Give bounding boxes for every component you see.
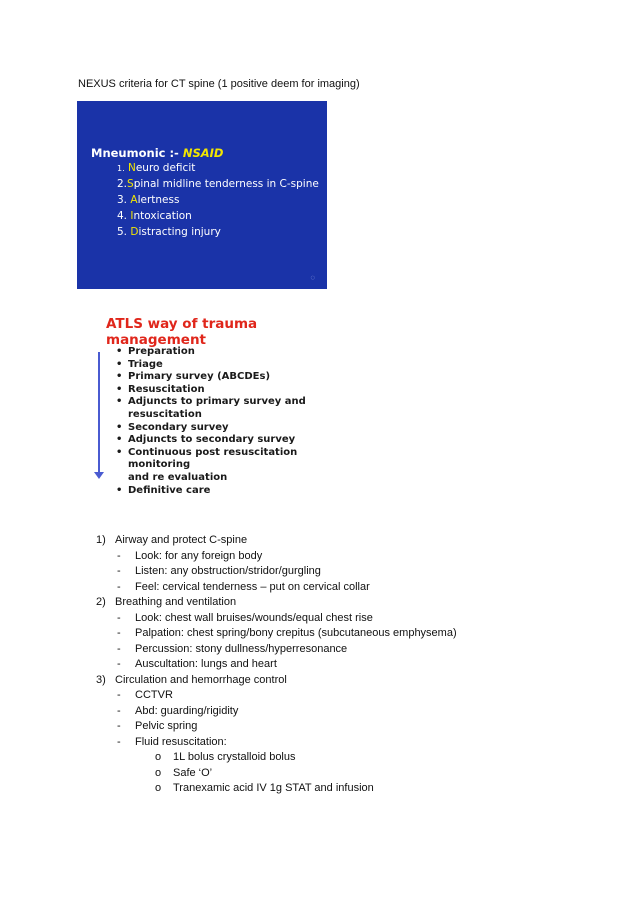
atls-item [116,396,354,421]
dash-bullet: - [117,565,121,577]
dash-bullet: - [117,580,121,593]
mnemonic-title [91,146,223,160]
mnemonic-item-number: 3. [117,194,128,206]
mnemonic-title-prefix: Mneumonic :- [91,146,183,160]
list-item-text: Look: for any foreign body [135,549,263,562]
dash-bullet: - [117,611,121,624]
list-item-text: Percussion: stony dullness/hyperresonance [135,642,348,655]
mnemonic-item-text: ntoxication [133,210,192,222]
mnemonic-item-letter: N [127,162,136,174]
dash-bullet: - [117,549,121,562]
list-item-text: CCTVR [135,689,173,701]
list-item-text: Palpation: chest spring/bony crepitus (subcutaneous emphysema) [135,627,457,639]
slide-mark: ○ [310,275,315,281]
list-item-text: Pelvic spring [135,720,198,732]
section-title: Circulation and hemorrhage control [115,673,287,686]
mnemonic-item-text: pinal midline tenderness in C-spine [133,178,319,190]
mnemonic-item-number: 2. [117,178,128,190]
mnemonic-item-letter: A [130,194,138,206]
section-number: 1) [96,534,106,546]
atls-slide [94,314,354,496]
atls-item-line: resuscitation [128,408,202,420]
circle-bullet-icon: o [155,782,162,794]
dash-bullet: - [117,720,121,732]
mnemonic-item-letter: I [130,210,134,222]
list-item-text: Feel: cervical tenderness – put on cervical collar [135,580,370,593]
atls-item-line: Continuous post resuscitation monitoring [128,446,298,471]
dash-bullet: - [117,735,121,748]
atls-item: • Adjuncts to secondary survey [116,434,354,447]
mnemonic-item-text: lertness [137,194,180,206]
sub-list-item-text: Safe ‘O’ [173,766,213,779]
atls-item: • Triage [116,359,354,372]
sub-list-item-text: 1L bolus crystalloid bolus [173,751,296,763]
atls-item: • Definitive care [116,485,354,498]
atls-item [116,447,354,485]
atls-item: • Preparation [116,346,354,359]
section-title: Breathing and ventilation [115,596,237,608]
atls-item: • Secondary survey [116,422,354,435]
mnemonic-item-number: 5. [117,226,128,238]
dash-bullet: - [117,658,121,670]
mnemonic-item [117,178,319,190]
atls-item-line: Adjuncts to primary survey and [128,396,306,408]
dash-bullet: - [117,642,121,655]
mnemonic-item [117,162,195,174]
mnemonic-item-letter: S [127,178,134,190]
dash-bullet: - [117,689,121,701]
atls-item-line: and re evaluation [128,471,228,483]
list-item-text: Look: chest wall bruises/wounds/equal chest rise [135,611,373,624]
flow-arrow-line [98,352,100,476]
mnemonic-item [117,210,192,222]
mnemonic-item-number: 1. [117,164,125,173]
nsaid-mnemonic-slide [77,101,327,289]
mnemonic-item-text: euro deficit [135,162,196,174]
section-title: Airway and protect C-spine [115,534,248,546]
arrow-down-icon [94,472,104,479]
dash-bullet: - [117,704,121,717]
list-item-text: Fluid resuscitation: [135,735,227,748]
mnemonic-item-letter: D [130,226,139,238]
mnemonic-item-number: 4. [117,210,128,222]
list-item-text: Abd: guarding/rigidity [135,704,239,717]
atls-item: • Resuscitation [116,384,354,397]
atls-title: ATLS way of trauma management [106,316,258,348]
mnemonic-item [117,194,179,206]
circle-bullet-icon: o [155,751,162,763]
dash-bullet: - [117,627,121,639]
mnemonic-item-text: istracting injury [138,226,221,238]
mnemonic-acronym: NSAID [182,146,224,160]
sub-list-item-text: Tranexamic acid IV 1g STAT and infusion [173,782,374,794]
atls-list [116,346,354,497]
atls-item: • Primary survey (ABCDEs) [116,371,354,384]
circle-bullet-icon: o [155,766,162,779]
section-number: 3) [96,673,106,686]
list-item-text: Auscultation: lungs and heart [135,658,277,670]
list-item-text: Listen: any obstruction/stridor/gurgling [135,565,321,577]
section-number: 2) [96,596,106,608]
page-heading: NEXUS criteria for CT spine (1 positive deem for imaging) [78,78,360,90]
mnemonic-item [117,226,221,238]
